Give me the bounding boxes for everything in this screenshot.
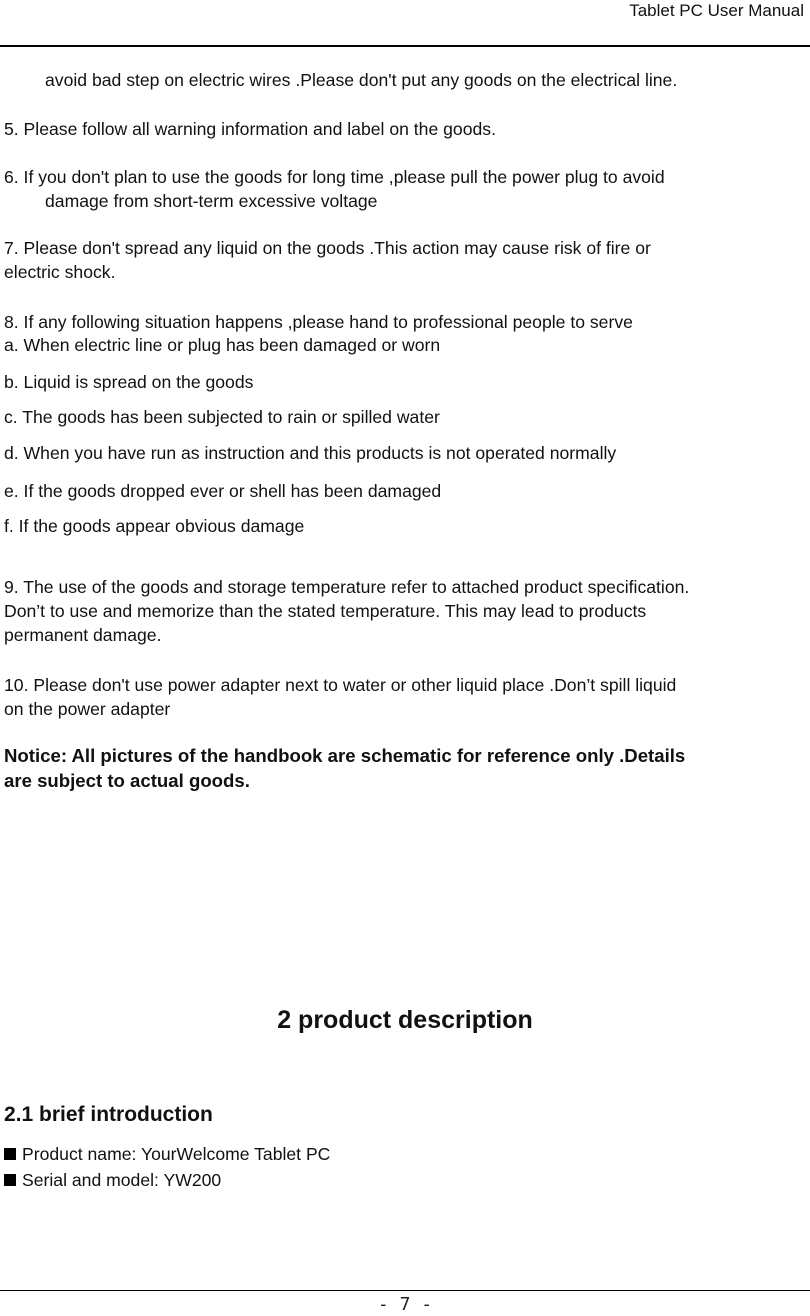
list-item: d. When you have run as instruction and this products is not operated normally (4, 443, 617, 463)
list-item: a. When electric line or plug has been damaged or worn (4, 335, 441, 355)
bullet-text: Serial and model: YW200 (22, 1170, 222, 1190)
paragraph-9-line-3: permanent damage. (4, 625, 162, 645)
header-rule (0, 45, 810, 47)
list-item: c. The goods has been subjected to rain or spilled water (4, 407, 440, 427)
page-number: - 7 - (377, 1294, 433, 1315)
paragraph-10-line-1: 10. Please don't use power adapter next to water or other liquid place .Don’t spill liquid (4, 675, 677, 695)
footer-rule (0, 1290, 810, 1291)
bullet-text: Product name: YourWelcome Tablet PC (22, 1144, 331, 1164)
notice-line-1: Notice: All pictures of the handbook are schematic for reference only .Details (4, 745, 686, 766)
paragraph-9-line-1: 9. The use of the goods and storage temperature refer to attached product specification. (4, 577, 690, 597)
list-item: f. If the goods appear obvious damage (4, 516, 305, 536)
list-item: b. Liquid is spread on the goods (4, 372, 254, 392)
square-bullet-icon (4, 1174, 16, 1186)
paragraph-7-line-2: electric shock. (4, 262, 116, 282)
paragraph-10-line-2: on the power adapter (4, 699, 171, 719)
notice-line-2: are subject to actual goods. (4, 770, 250, 791)
square-bullet-icon (4, 1148, 16, 1160)
paragraph-4-continued: avoid bad step on electric wires .Please don't put any goods on the electrical line. (45, 70, 678, 90)
list-item (4, 1168, 221, 1192)
running-header: Tablet PC User Manual (629, 1, 804, 20)
subsection-title: 2.1 brief introduction (4, 1103, 213, 1126)
list-item: e. If the goods dropped ever or shell has been damaged (4, 481, 442, 501)
section-title: 2 product description (277, 1006, 533, 1034)
paragraph-6-line-1: 6. If you don't plan to use the goods for long time ,please pull the power plug to avoid (4, 167, 665, 187)
list-item (4, 1142, 330, 1166)
paragraph-6-line-2: damage from short-term excessive voltage (45, 191, 378, 211)
paragraph-5: 5. Please follow all warning information and label on the goods. (4, 119, 496, 139)
paragraph-7-line-1: 7. Please don't spread any liquid on the goods .This action may cause risk of fire or (4, 238, 651, 258)
paragraph-8: 8. If any following situation happens ,please hand to professional people to serve (4, 312, 633, 332)
paragraph-9-line-2: Don’t to use and memorize than the stated temperature. This may lead to products (4, 601, 647, 621)
